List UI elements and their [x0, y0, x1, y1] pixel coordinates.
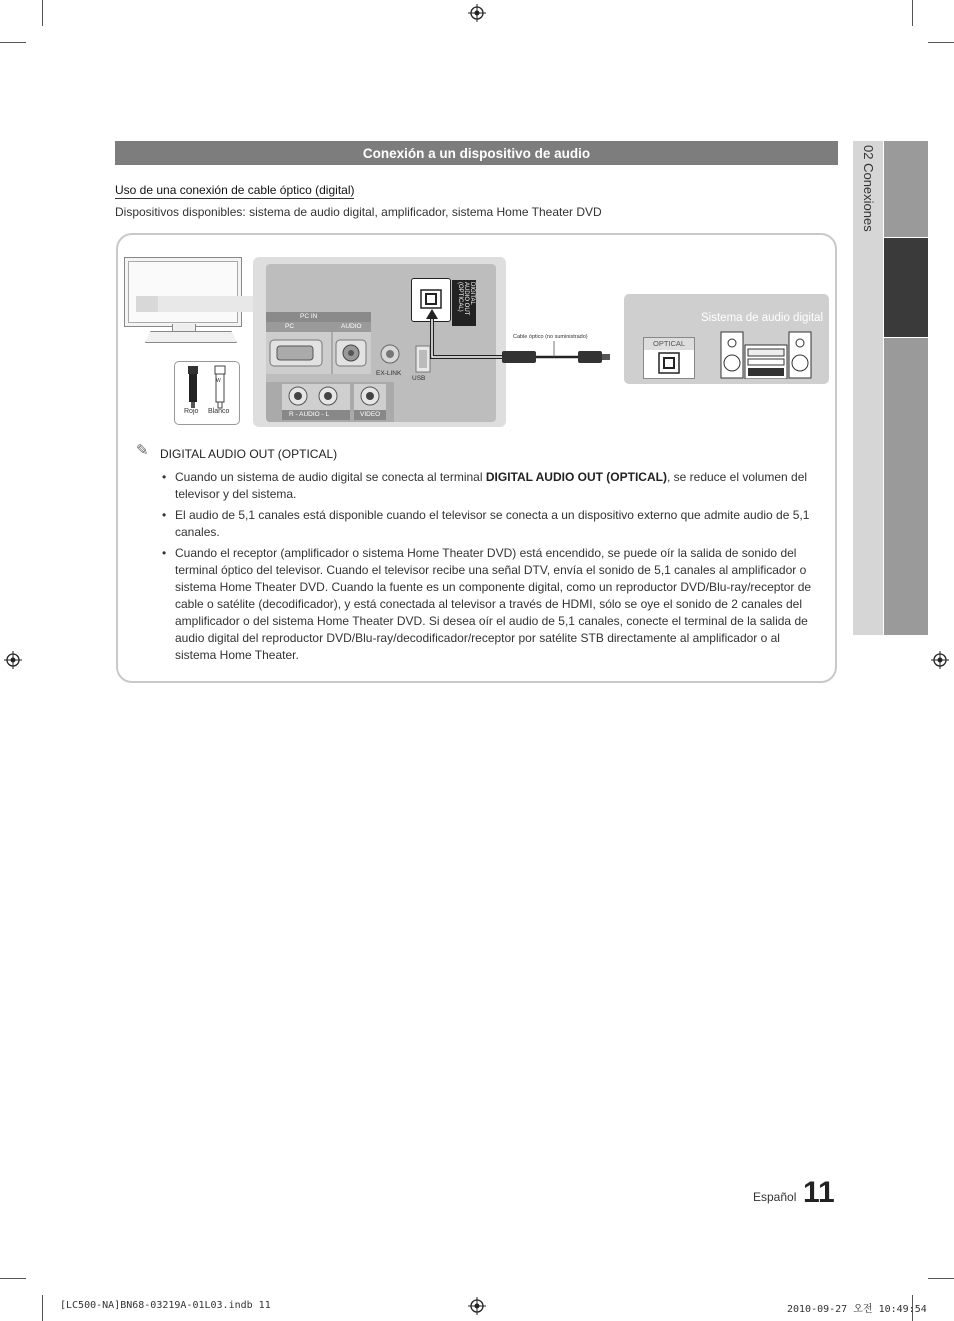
- audio-label: AUDIO: [341, 323, 362, 330]
- note-bullet: • Cuando un sistema de audio digital se conecta al terminal DIGITAL AUDIO OUT (OPTICAL), se reduce el volumen del televisor y del sistema.: [162, 469, 822, 503]
- rca-white-label: Blanco: [208, 408, 230, 415]
- crop-mark: [0, 1278, 26, 1279]
- crop-mark: [42, 1295, 43, 1321]
- registration-mark-icon: [468, 4, 486, 22]
- crop-mark: [928, 1278, 954, 1279]
- usb-label: USB: [412, 375, 426, 382]
- crop-mark: [912, 0, 913, 26]
- crop-mark: [0, 42, 26, 43]
- cable-caption: Cable óptico (no suministrado): [513, 334, 588, 340]
- side-chapter-label: 02 Conexiones: [861, 145, 876, 232]
- rl-audio-label: R - AUDIO - L: [289, 411, 330, 418]
- optical-out-label: DIGITAL AUDIO OUT (OPTICAL): [452, 280, 476, 326]
- optical-in-label: OPTICAL: [653, 339, 686, 348]
- chapter-tab: [884, 338, 928, 635]
- tv-port-area: [136, 296, 158, 312]
- registration-mark-icon: [931, 651, 949, 669]
- note-pencil-icon: ✎: [136, 442, 149, 459]
- tv-illustration: [124, 257, 242, 327]
- tv-stand-base: [145, 331, 237, 343]
- registration-mark-icon: [468, 1297, 486, 1315]
- section-title: Conexión a un dispositivo de audio: [115, 141, 838, 165]
- chapter-tab-active: [884, 238, 928, 337]
- note-title: DIGITAL AUDIO OUT (OPTICAL): [160, 447, 338, 461]
- audio-system-label: Sistema de audio digital: [701, 312, 824, 324]
- crop-mark: [42, 0, 43, 26]
- pc-label: PC: [285, 323, 295, 330]
- rca-red-label: Rojo: [184, 408, 199, 415]
- pc-in-label: PC IN: [300, 313, 318, 320]
- optical-cable-icon: [420, 305, 620, 375]
- crop-mark: [928, 42, 954, 43]
- rca-w-letter: W: [216, 378, 221, 384]
- video-label: VIDEO: [360, 411, 381, 418]
- footer-timestamp: 2010-09-27 오전 10:49:54: [787, 1304, 927, 1315]
- subheading: Uso de una conexión de cable óptico (digital): [115, 183, 355, 197]
- note-bullets: [162, 469, 822, 668]
- rca-cable-legend: [174, 361, 240, 425]
- zoom-beam: [158, 296, 258, 312]
- speaker-system-icon: [720, 331, 812, 379]
- ex-link-label: EX-LINK: [376, 370, 402, 377]
- page-number: 11: [803, 1176, 835, 1209]
- note-bullet: • El audio de 5,1 canales está disponible cuando el televisor se conecta a un dispositivo externo que admite audio de 5,1 canales.: [162, 507, 822, 541]
- footer-file-info: [LC500-NA]BN68-03219A-01L03.indb 11: [60, 1300, 271, 1311]
- registration-mark-icon: [4, 651, 22, 669]
- devices-text: Dispositivos disponibles: sistema de audio digital, amplificador, sistema Home Theater DVD: [115, 205, 602, 219]
- note-bullet: • Cuando el receptor (amplificador o sistema Home Theater DVD) está encendido, se puede oír la salida de sonido del terminal óptico del televisor. Cuando el televisor recibe una señal DTV, envía el sonido de 5,1 canales al amplificador o sistema Home Theater DVD. Cuando la fuente es un componente digital, como un reproductor DVD/Blu-ray/receptor de cable o satélite (decodificador), y está conectada al televisor a través de HDMI, sólo se oye el sonido de 2 canales del amplificador o del sistema Home Theater DVD. Si desea oír el audio de 5,1 canales, conecte el terminal de la salida de audio digital del reproductor DVD/Blu-ray/decodificador/receptor por satélite STB directamente al amplificador o al sistema Home Theater.: [162, 545, 822, 664]
- page-language: Español: [753, 1190, 797, 1204]
- chapter-tab: [884, 141, 928, 237]
